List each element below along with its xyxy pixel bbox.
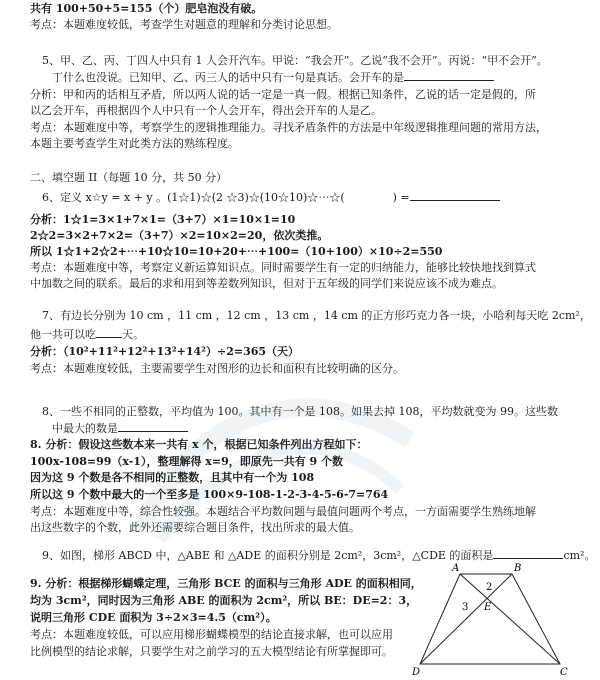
q9-analysis-2: 均为 3cm²，同时因为三角形 ABE 的面积为 2cm²，所以 BE：DE=2：3， (30, 594, 418, 607)
p1-line1: 共有 100+50+5=155（个）肥皂泡没有破。 (30, 2, 263, 15)
q6-note-1: 考点：本题难度中等，考察定义新运算知识点。同时需要学生有一定的归纳能力，能够比较快地找到算式 (30, 261, 536, 274)
q6-line1-tail: ) = (392, 191, 410, 204)
q8-line1: 8、一些不相同的正整数，平均值为 100。其中有一个是 108。如果去掉 108，平均数就变为 99。这些数 (42, 405, 558, 418)
diagonal-bd (420, 574, 512, 664)
q5-answer-blank (404, 70, 494, 81)
q6-analysis-3: 所以 1☆1+2☆2+⋯+10☆10=10+20+⋯+100=（10+100）×10÷2=550 (30, 245, 443, 258)
q8-analysis-3: 因为这 9 个数是各不相同的正整数，且其中有一个为 108 (30, 471, 315, 484)
q5-analysis-2: 以乙会开车，再根据四个人中只有一个人会开车，得出会开车的人是乙。 (30, 104, 382, 117)
q9-analysis-3: 说明三角形 CDE 面积为 3÷2×3=4.5（cm²）。 (30, 611, 277, 624)
q7-note: 考点：本题难度较低，主要需要学生对图形的边长和面积有比较明确的区分。 (30, 362, 404, 375)
q6-answer-blank (410, 190, 500, 201)
q9-answer-blank (493, 548, 563, 559)
q8-analysis-1: 8. 分析：假设这些数本来一共有 x 个，根据已知条件列出方程如下： (30, 438, 368, 451)
q5-analysis-1: 分析：甲和丙的话相互矛盾，所以两人说的话一定是一真一假。根据已知条件，乙说的话一定是假的，所 (30, 88, 536, 101)
q5-line1: 5、甲、乙、丙、丁四人中只有 1 人会开汽车。甲说：“我会开”。乙说“我不会开”。丙说：“甲不会开”。 (42, 54, 548, 67)
vertex-label-b: B (514, 563, 522, 574)
q5-note-1: 考点：本题难度中等，考察学生的逻辑推理能力。寻找矛盾条件的方法是中年级逻辑推理问题的常用方法， (30, 121, 547, 134)
vertex-label-d: D (412, 667, 421, 678)
q8-line2-text: 中最大的数是 (52, 422, 118, 435)
q7-line2 (30, 327, 144, 342)
vertex-label-c: C (560, 667, 568, 678)
q9-note-2: 比例模型的结论求解，只要学生对之前学习的五大模型结论有所掌握即可。 (30, 645, 393, 658)
q6-line1-text: 6、定义 x☆y = x + y 。(1☆1)☆(2 ☆3)☆(10☆10)☆⋯☆( (42, 191, 345, 204)
area-label-ade: 3 (462, 602, 469, 613)
section-2-title: 二、填空题 II（每题 10 分，共 50 分） (30, 171, 228, 184)
q9-line1-text: 9、如图，梯形 ABCD 中，△ABE 和 △ADE 的面积分别是 2cm²，3cm²，△CDE 的面积是 (42, 549, 494, 562)
q7-line2-text: 他一共可以吃 (30, 328, 96, 341)
point-label-e: E (484, 602, 492, 613)
q5-line2 (52, 70, 494, 85)
q5-note-2: 本题主要考查学生对此类方法的熟练程度。 (30, 137, 239, 150)
q6-analysis-1: 分析：1☆1=3×1+7×1=（3+7）×1=10×1=10 (30, 213, 296, 226)
q8-analysis-4: 所以这 9 个数中最大的一个至多是 100×9-108-1-2-3-4-5-6-7=764 (30, 488, 389, 501)
q7-answer-blank (96, 327, 122, 338)
q9-note-1: 考点：本题难度较低，可以应用梯形蝴蝶模型的结论直接求解，也可以应用 (30, 628, 393, 641)
q8-analysis-2: 100x-108=99（x-1），整理解得 x=9，即原先一共有 9 个数 (30, 455, 344, 468)
q9-line1-unit: cm²。 (563, 549, 596, 562)
q8-note-2: 出这些数字的个数，此外还需要综合题目条件，找出所求的最大值。 (30, 521, 360, 534)
trapezoid-figure (410, 560, 570, 678)
area-label-abe: 2 (486, 582, 493, 593)
q6-analysis-2: 2☆2=3×2+7×2=（3+7）×2=10×2=20，依次类推。 (30, 229, 329, 242)
q7-line1: 7、有边长分别为 10 cm ，11 cm ，12 cm ，13 cm ，14 cm 的正方形巧克力各一块，小哈利每天吃 2cm²， (42, 309, 591, 322)
vertex-label-a: A (452, 563, 460, 574)
diagonal-ac (460, 574, 560, 664)
q7-line2-unit: 天。 (122, 328, 144, 341)
q6-note-2: 中加数之间的联系。最后的求和用到等差数列知识，但对于五年级的同学们来说应该不成为难点。 (30, 277, 503, 290)
q8-line2 (52, 421, 188, 436)
q9-analysis-1: 9. 分析：根据梯形蝴蝶定理，三角形 BCE 的面积与三角形 ADE 的面积相同， (30, 577, 422, 590)
p1-line2: 考点：本题难度较低，考查学生对题意的理解和分类讨论思想。 (30, 18, 338, 31)
q8-answer-blank (118, 421, 188, 432)
q5-line2-text: 丁什么也没说。已知甲、乙、丙三人的话中只有一句是真话。会开车的是 (52, 71, 404, 84)
q7-analysis: 分析：（10²+11²+12²+13²+14²）÷2=365（天） (30, 345, 300, 358)
q8-note-1: 考点：本题难度中等，综合性较强。本题结合平均数问题与最值问题两个考点，一方面需要学生熟练地解 (30, 505, 536, 518)
q6-line1 (42, 190, 500, 205)
